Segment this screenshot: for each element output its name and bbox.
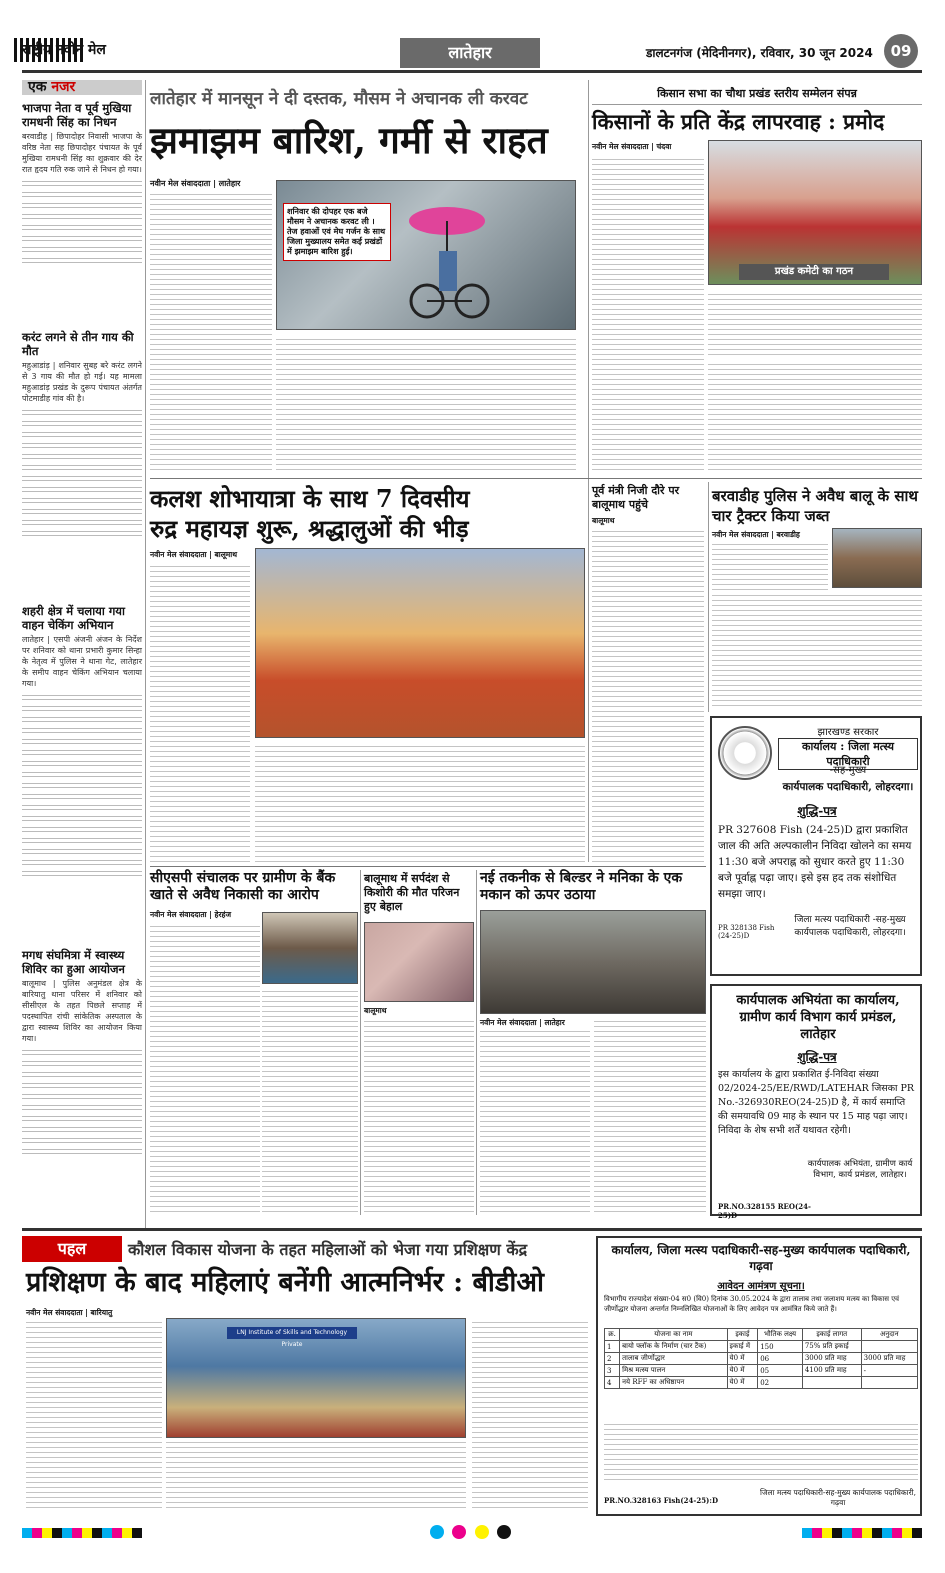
sarpdansh-headline: बालूमाथ में सर्पदंश से किशोरी की मौत परिजन हुए बेहाल (364, 872, 460, 913)
nizi-body (592, 528, 704, 862)
builder-photo (480, 910, 706, 1014)
table-cell: मिश्र मत्स्य पालन (620, 1365, 727, 1377)
bottom-body-col1 (26, 1320, 162, 1508)
ad1-title: शुद्धि-पत्र (797, 804, 837, 818)
lead-headline: झमाझम बारिश, गर्मी से राहत (150, 118, 548, 162)
yellow-mark-icon (475, 1525, 489, 1539)
photo-overlay-box: शनिवार की दोपहर एक बजे मौसम ने अचानक करवट ली । तेज हवाओं एवं मेघ गर्जन के साथ जिला मुख्यालय समेत कई प्रखंडों में झमाझम बारिश हुई। (283, 203, 391, 261)
csp-body-col1 (150, 922, 260, 1212)
table-cell: - (861, 1365, 917, 1377)
kisan-kicker: किसान सभा का चौथा प्रखंड स्तरीय सम्मेलन संपन्न (592, 86, 922, 105)
table-header: क्र. (605, 1329, 620, 1341)
kalash-headline-2: रुद्र महायज्ञ शुरू, श्रद्धालुओं की भीड़ (150, 514, 469, 543)
brief-headline: मगध संघमित्रा में स्वास्थ्य शिविर का हुआ आयोजन (22, 948, 125, 976)
table-cell: तालाब जीर्णोद्धार (620, 1353, 727, 1365)
table-header: इकाई (727, 1329, 758, 1341)
barwadih-headline: बरवाडीह पुलिस ने अवैध बालू के साथ चार ट्रैक्टर किया जब्त (712, 487, 918, 525)
csp-byline: नवीन मेल संवाददाता | हेरहंज (150, 910, 232, 919)
builder-body-col1 (480, 1030, 590, 1212)
table-cell: 1 (605, 1341, 620, 1353)
builder-body-col2 (594, 1018, 706, 1212)
section-tab: लातेहार (400, 38, 540, 68)
kisan-headline: किसानों के प्रति केंद्र लापरवाह : प्रमोद (592, 109, 885, 134)
masthead: राष्ट्रीय नवीन मेल (22, 42, 106, 58)
column-divider (476, 870, 477, 1215)
kalash-byline: नवीन मेल संवाददाता | बालूमाथ (150, 550, 238, 559)
table-header: इकाई लागत (802, 1329, 861, 1341)
table-cell: 05 (758, 1365, 803, 1377)
page-header (0, 0, 945, 70)
brief-headline: शहरी क्षेत्र में चलाया गया वाहन चेकिंग अभियान (22, 604, 125, 632)
training-photo (166, 1318, 466, 1438)
ad3-sign: जिला मत्स्य पदाधिकारी-सह-मुख्य कार्यपालक पदाधिकारी, गढ़वा (760, 1488, 916, 1507)
section-rule (150, 866, 706, 867)
black-mark-icon (497, 1525, 511, 1539)
brief-4 (22, 948, 142, 1248)
ad3-office: कार्यालय, जिला मत्स्य पदाधिकारी-सह-मुख्य कार्यपालक पदाधिकारी, गढ़वा (611, 1243, 911, 1273)
rwd-corrigendum-ad (710, 984, 922, 1220)
table-cell: 4100 प्रति माह (802, 1365, 861, 1377)
table-cell: 4 (605, 1377, 620, 1389)
kalash-body-col1 (150, 562, 250, 862)
lead-byline: नवीन मेल संवाददाता | लातेहार (150, 179, 241, 188)
table-row (605, 1353, 918, 1365)
kisan-photo-note (708, 290, 922, 355)
fisheries-corrigendum-ad (710, 716, 922, 976)
pehal-tag: पहल (22, 1236, 122, 1262)
kisan-byline: नवीन मेल संवाददाता | चंदवा (592, 142, 672, 151)
bottom-headline: प्रशिक्षण के बाद महिलाएं बनेंगी आत्मनिर्भर : बीडीओ (26, 1267, 544, 1298)
bottom-byline: नवीन मेल संवाददाता | बारियातु (26, 1308, 113, 1317)
table-cell: 3000 प्रति माह (802, 1353, 861, 1365)
kisan-body-col1 (592, 156, 704, 470)
brief-headline: करंट लगने से तीन गाय की मौत (22, 330, 134, 358)
table-cell: 3000 प्रति माह (861, 1353, 917, 1365)
lead-body-cols (276, 335, 576, 470)
brief-1 (22, 101, 142, 326)
sarpdansh-photo (364, 922, 474, 1002)
ad3-pr: PR.NO.328163 Fish(24-25):D (604, 1496, 719, 1505)
page-number: 09 (884, 34, 918, 68)
brief-3 (22, 604, 142, 944)
barwadih-body-a (712, 542, 828, 590)
magenta-mark-icon (452, 1525, 466, 1539)
ad2-pr: PR.NO.328155 REO(24-25)D (718, 1202, 811, 1220)
ad1-pr: PR 328138 Fish (24-25)D (718, 924, 775, 940)
label-part-a: एक (28, 79, 47, 95)
lead-body-col1 (150, 190, 272, 470)
table-cell: 06 (758, 1353, 803, 1365)
cyan-mark-icon (430, 1525, 444, 1539)
ad1-exec: कार्यपालक पदाधिकारी, लोहरदगा। (782, 781, 914, 793)
barwadih-byline: नवीन मेल संवाददाता | बरवाडीह (712, 530, 800, 539)
kisan-photo-caption: प्रखंड कमेटी का गठन (739, 264, 889, 280)
brief-text: बरवाडीह | छिपादोहर निवासी भाजपा के वरिष्ठ नेता सह छिपादोहर पंचायत के पूर्व मुखिया रामधनी सिंह का शुक्रवार की देर रात हृदय गति रुक जाने से निधन हो गया। (22, 132, 142, 174)
table-cell: 150 (758, 1341, 803, 1353)
rain-photo (276, 180, 576, 330)
sarpdansh-byline: बालूमाथ (364, 1006, 387, 1015)
ek-nazar-label (22, 80, 142, 95)
ad1-text: PR 327608 Fish (24-25)D द्वारा प्रकाशित जाल की अति अल्पकालीन निविदा खोलने का समय 11:30 बजे अपराह्न को सुधार करते हुए 11:30 बजे पूर्वाह्न पढ़ा जाए। इसे इस हद तक संशोधित समझा जाए। (718, 824, 912, 900)
bottom-body-cols (166, 1442, 466, 1508)
table-cell: ये0 में (727, 1353, 758, 1365)
column-divider (145, 80, 146, 1230)
brief-2 (22, 330, 142, 600)
dateline: डालटनगंज (मेदिनीनगर), रविवार, 30 जून 2024 (646, 46, 873, 60)
table-cell: ये0 में (727, 1377, 758, 1389)
header-rule (22, 70, 922, 73)
barwadih-body-b (712, 594, 922, 706)
institute-banner: LNJ Institute of Skills and Technology Private (227, 1327, 357, 1339)
tractor-photo (832, 528, 922, 588)
color-bar-right (802, 1528, 922, 1538)
table-row (605, 1365, 918, 1377)
table-cell: ये0 में (727, 1365, 758, 1377)
label-part-b: नजर (51, 79, 76, 95)
kalash-body-cols (255, 742, 585, 862)
kisan-body-cols (708, 360, 922, 470)
section-rule-bottom (22, 1228, 922, 1231)
builder-byline: नवीन मेल संवाददाता | लातेहार (480, 1018, 565, 1027)
ad3-title: आवेदन आमंत्रण सूचना। (717, 1281, 805, 1292)
column-divider (360, 870, 361, 1215)
ad1-gov: झारखण्ड सरकार (817, 727, 879, 738)
table-row (605, 1377, 918, 1389)
color-bar-left (22, 1528, 142, 1538)
ad3-table (604, 1328, 918, 1389)
csp-body-col2 (262, 988, 358, 1212)
kisan-photo (708, 140, 922, 285)
brief-headline: भाजपा नेता व पूर्व मुखिया रामधनी सिंह का निधन (22, 101, 132, 129)
table-cell (861, 1341, 917, 1353)
table-cell: नये RFF का अधिष्ठापन (620, 1377, 727, 1389)
table-header: अनुदान (861, 1329, 917, 1341)
ad1-sub: -सह-मुख्य (829, 765, 867, 776)
table-cell (861, 1377, 917, 1389)
ad2-sign: कार्यपालक अभियंता, ग्रामीण कार्य विभाग, कार्य प्रमंडल, लातेहार। (807, 1159, 913, 1180)
ad3-terms (604, 1424, 918, 1480)
kalash-photo (255, 548, 585, 738)
column-divider (708, 482, 709, 712)
ad1-sign: जिला मत्स्य पदाधिकारी -सह-मुख्य कार्यपालक पदाधिकारी, लोहरदगा। (794, 915, 906, 938)
fisheries-application-ad (596, 1236, 922, 1516)
column-divider (588, 482, 589, 862)
ad2-text: इस कार्यालय के द्वारा प्रकाशित ई-निविदा संख्या 02/2024-25/EE/RWD/LATEHAR जिसका PR No.-326930REO(24-25)D है, में कार्य समाप्ति की समयावधि 09 माह के स्थान पर 15 माह पढ़ा जाए। निविदा के शेष सभी शर्तें यथावत रहेगी। (718, 1069, 915, 1136)
table-cell: 75% प्रति इकाई (802, 1341, 861, 1353)
table-row (605, 1341, 918, 1353)
table-cell (802, 1377, 861, 1389)
table-header: भौतिक लक्ष्य (758, 1329, 803, 1341)
ad3-intro: विभागीय राज्यादेश संख्या-04 स0 (वि0) दिनांक 30.05.2024 के द्वारा तालाब तथा जलाशय मत्स्य का विकास एवं जीर्णोद्धार योजना अन्तर्गत निम्नलिखित योजनाओं के लिए आवेदन पत्र आमंत्रित किये जाते हैं। (604, 1295, 900, 1313)
kalash-headline-1: कलश शोभायात्रा के साथ 7 दिवसीय (150, 484, 470, 513)
brief-text: लातेहार | एसपी अंजनी अंजन के निर्देश पर शनिवार को थाना प्रभारी कुमार सिन्हा के नेतृत्व में पुलिस ने थाना गेट, लातेहार के समीप वाहन चेकिंग अभियान चलाया गया। (22, 635, 142, 688)
table-cell: इकाई में (727, 1341, 758, 1353)
table-header: योजना का नाम (620, 1329, 727, 1341)
sarpdansh-body (364, 1018, 474, 1212)
bottom-body-col-last (472, 1318, 588, 1508)
nizi-headline: पूर्व मंत्री निजी दौरे पर बालूमाथ पहुंचे (592, 484, 680, 511)
ad1-office: कार्यालय : जिला मत्स्य पदाधिकारी (778, 738, 918, 770)
section-rule (150, 478, 922, 479)
csp-photo (262, 912, 358, 984)
lead-kicker: लातेहार में मानसून ने दी दस्तक, मौसम ने अचानक ली करवट (150, 89, 528, 109)
brief-text: महुआडांड़ | शनिवार सुबह बरे करंट लगने से 3 गाय की मौत हो गई। यह मामला महुआडांड़ प्रखंड के दुरूप पंचायत अंतर्गत पोटमाडीह गांव की है। (22, 361, 142, 403)
ad3-table-wrap (604, 1328, 918, 1389)
table-cell: 3 (605, 1365, 620, 1377)
builder-headline: नई तकनीक से बिल्डर ने मनिका के एक मकान को ऊपर उठाया (480, 870, 683, 903)
nizi-byline: बालूमाथ (592, 516, 615, 525)
table-cell: बायो फ्लॉक के निर्माण (चार टैंक) (620, 1341, 727, 1353)
ad2-title: शुद्धि-पत्र (797, 1050, 837, 1064)
csp-headline: सीएसपी संचालक पर ग्रामीण के बैंक खाते से अवैध निकासी का आरोप (150, 870, 336, 903)
registration-marks (22, 1524, 922, 1544)
ad2-office: कार्यपालक अभियंता का कार्यालय, ग्रामीण कार्य विभाग कार्य प्रमंडल, लातेहार (736, 993, 900, 1042)
ek-nazar-column (22, 80, 142, 1235)
table-cell: 02 (758, 1377, 803, 1389)
brief-text: बालूमाथ | पुलिस अनुमंडल क्षेत्र के बारियातु थाना परिसर में शनिवार को सीसीएल के तहत पिछले सप्ताह में पदस्थापित रांची सांकेतिक अस्पताल के द्वारा स्वास्थ्य शिविर का आयोजन किया गया। (22, 979, 142, 1043)
jharkhand-seal-icon (718, 726, 772, 780)
bottom-kicker: कौशल विकास योजना के तहत महिलाओं को भेजा गया प्रशिक्षण केंद्र (128, 1240, 528, 1259)
column-divider (588, 80, 589, 490)
table-cell: 2 (605, 1353, 620, 1365)
